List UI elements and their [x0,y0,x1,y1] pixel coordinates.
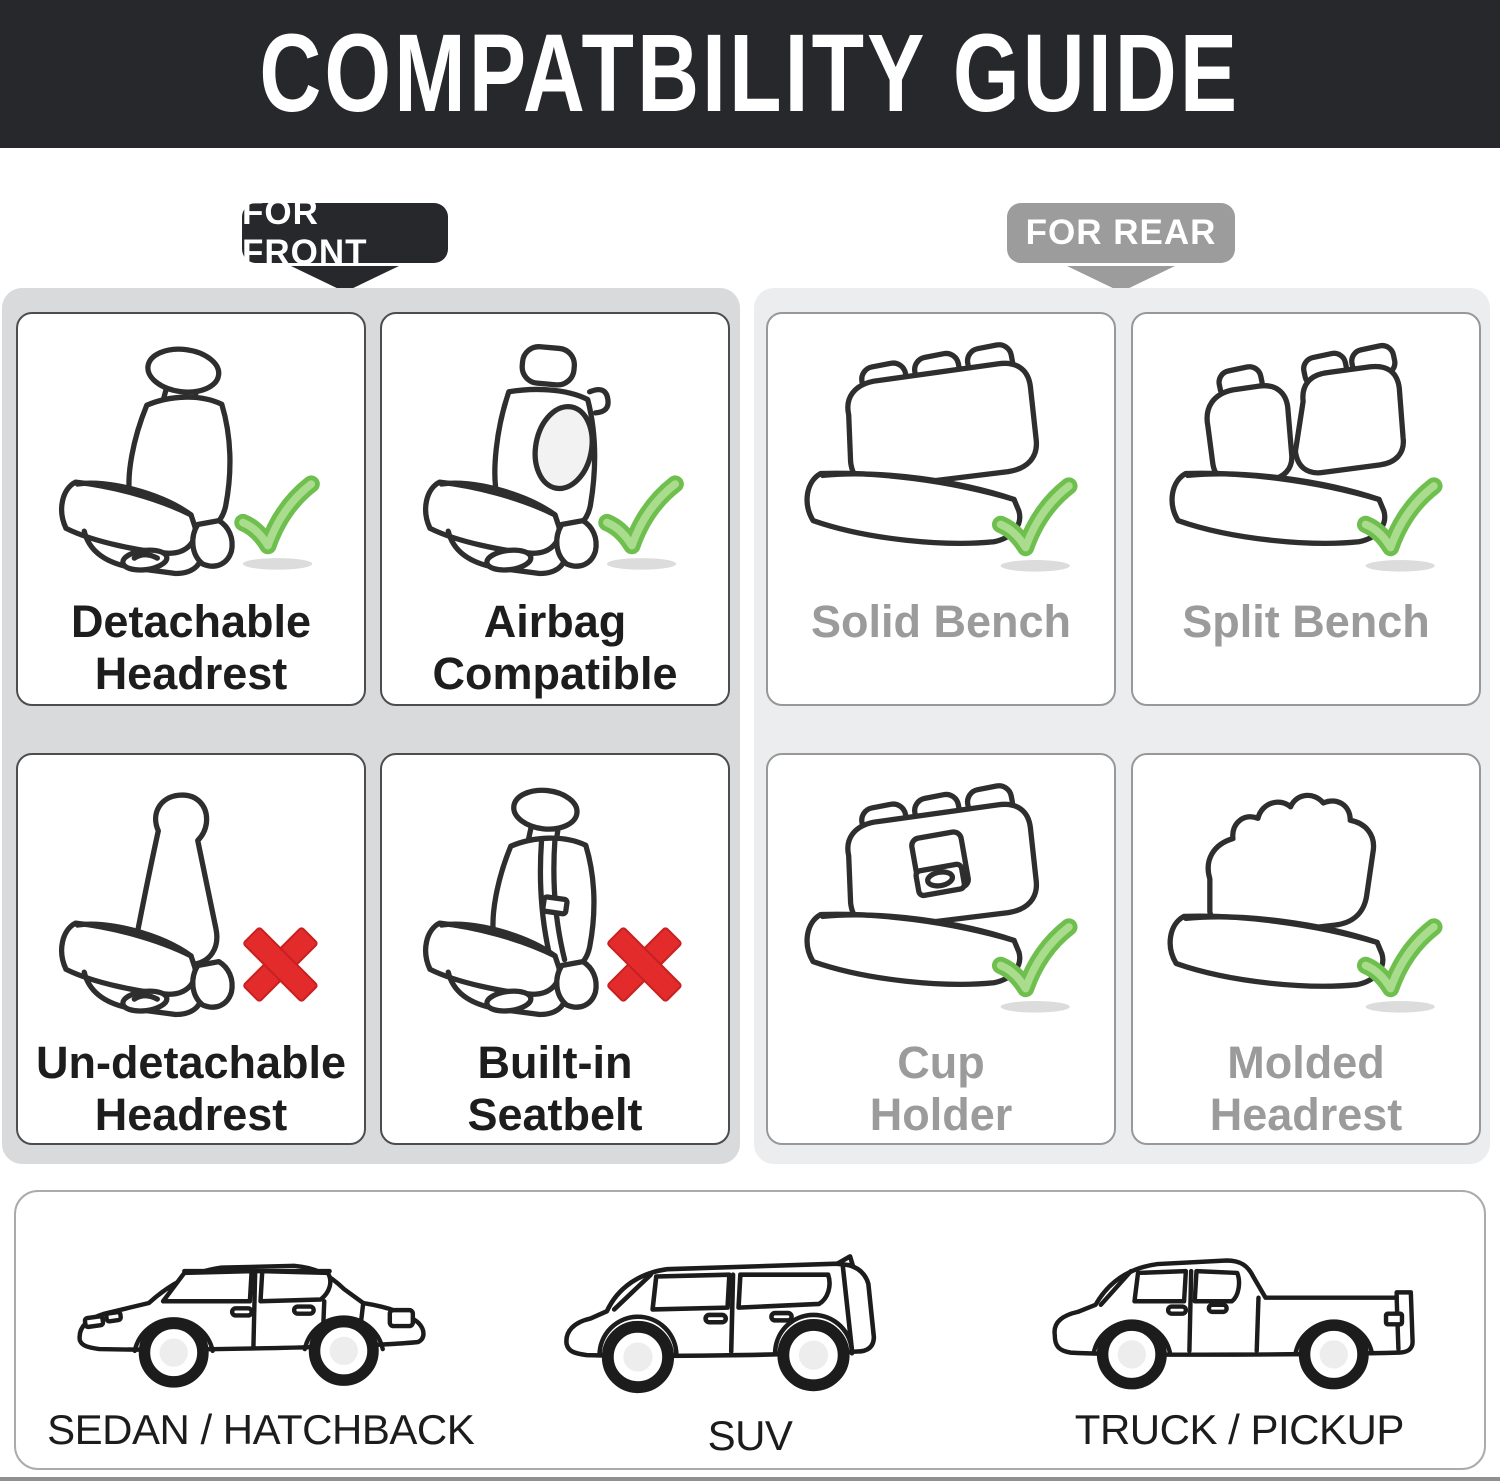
rear-molded-headrest-icon [1133,755,1479,1027]
seat-un-detachable-headrest-icon [18,755,364,1027]
rear-badge-label: FOR REAR [1025,213,1217,252]
card-solid-bench [766,312,1116,706]
sedan-icon [33,1218,488,1404]
vehicle-truck-pickup [995,1192,1484,1468]
truck-icon [1004,1218,1474,1404]
rear-section-badge [1007,203,1235,263]
page-title: COMPATBILITY GUIDE [259,12,1241,135]
card-un-detachable-headrest [16,753,366,1145]
check-icon [607,484,676,570]
card-built-in-seatbelt [380,753,730,1145]
cross-icon [222,906,339,1023]
card-label: Split Bench [1182,596,1430,647]
cross-icon [586,906,703,1023]
check-icon [243,484,312,570]
card-detachable-headrest [16,312,366,706]
card-cup-holder [766,753,1116,1145]
card-label: Airbag Compatible [432,596,678,700]
card-label: Detachable Headrest [70,596,312,700]
rear-cup-holder-icon [768,755,1114,1027]
bottom-divider [0,1477,1500,1481]
header-banner [0,0,1500,148]
card-label: Solid Bench [810,596,1072,647]
card-label: Cup Holder [869,1037,1013,1141]
card-molded-headrest [1131,753,1481,1145]
front-section-badge [242,193,448,272]
vehicle-label: TRUCK / PICKUP [1074,1406,1404,1453]
vehicle-sedan-hatchback [16,1192,505,1468]
card-label: Built-in Seatbelt [467,1037,643,1141]
rear-split-bench-icon [1133,314,1479,586]
front-badge-label: FOR FRONT [242,193,368,272]
card-split-bench [1131,312,1481,706]
vehicle-label: SEDAN / HATCHBACK [47,1406,475,1453]
vehicle-label: SUV [707,1412,793,1459]
seat-detachable-headrest-icon [18,314,364,586]
vehicle-types-card [14,1190,1486,1470]
suv-icon [522,1218,977,1410]
card-airbag-compatible [380,312,730,706]
seat-airbag-compatible-icon [382,314,728,586]
card-label: Molded Headrest [1209,1037,1403,1141]
seat-built-in-seatbelt-icon [382,755,728,1027]
card-label: Un-detachable Headrest [35,1037,347,1141]
vehicle-suv [505,1192,994,1468]
rear-solid-bench-icon [768,314,1114,586]
